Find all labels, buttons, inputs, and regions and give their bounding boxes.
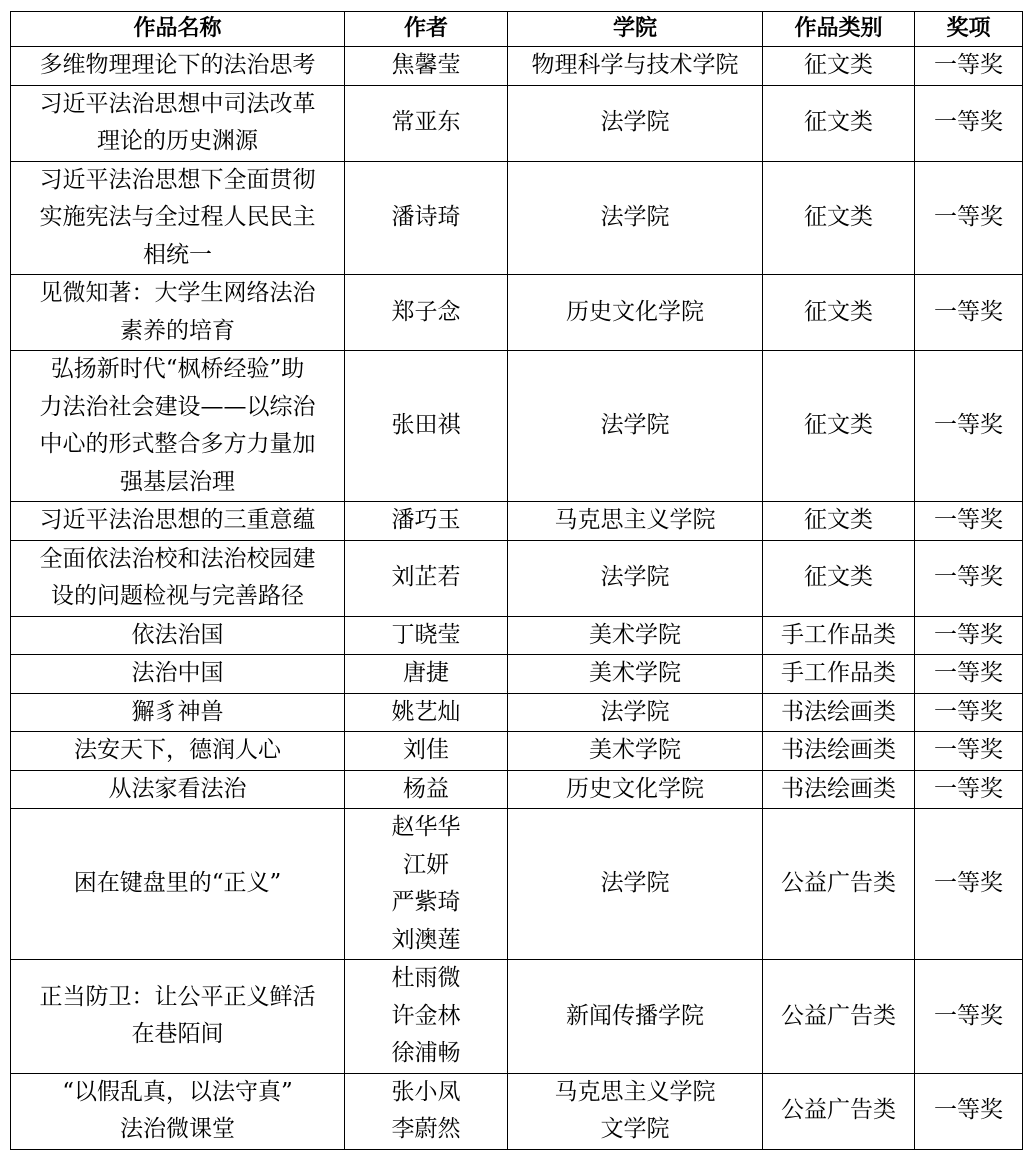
award-cell: 一等奖 bbox=[915, 351, 1023, 502]
work-title-cell bbox=[11, 732, 345, 771]
work-title-cell-line: 全面依法治校和法治校园建 bbox=[39, 545, 316, 572]
college-cell-line: 法学院 bbox=[600, 698, 670, 725]
work-title-cell bbox=[11, 770, 345, 809]
work-title-cell-line: “以假乱真，以法守真” bbox=[62, 1078, 293, 1105]
college-cell-line: 美术学院 bbox=[589, 737, 681, 763]
category-cell: 公益广告类 bbox=[763, 1073, 915, 1149]
author-cell bbox=[345, 1073, 508, 1149]
college-cell bbox=[508, 351, 763, 502]
work-title-cell bbox=[11, 502, 345, 541]
work-title-cell-line: 理论的历史渊源 bbox=[97, 128, 258, 154]
author-cell-line: 赵华华 bbox=[391, 814, 461, 840]
work-title-cell-line: 弘扬新时代“枫桥经验”助 bbox=[50, 356, 305, 382]
college-cell-line: 法学院 bbox=[600, 109, 670, 136]
college-cell bbox=[508, 960, 763, 1074]
author-cell-line: 李蔚然 bbox=[391, 1116, 461, 1142]
author-cell bbox=[345, 502, 508, 541]
author-cell-line: 姚艺灿 bbox=[391, 698, 461, 725]
header-college: 学院 bbox=[508, 12, 763, 47]
header-award: 奖项 bbox=[915, 12, 1023, 47]
college-cell-line: 法学院 bbox=[600, 412, 670, 439]
table-row bbox=[11, 693, 1023, 732]
author-cell bbox=[345, 351, 508, 502]
work-title-cell bbox=[11, 161, 345, 275]
author-cell bbox=[345, 275, 508, 351]
work-title-cell bbox=[11, 693, 345, 732]
table-row bbox=[11, 1073, 1023, 1149]
author-cell-line: 徐浦畅 bbox=[391, 1040, 461, 1066]
category-cell: 手工作品类 bbox=[763, 655, 915, 694]
table-row bbox=[11, 85, 1023, 161]
table-body bbox=[11, 47, 1023, 1150]
table-row bbox=[11, 960, 1023, 1074]
work-title-cell-line: 素养的培育 bbox=[120, 317, 235, 344]
college-cell-line: 法学院 bbox=[600, 564, 670, 591]
college-cell-line: 美术学院 bbox=[589, 621, 681, 648]
author-cell bbox=[345, 770, 508, 809]
table-row bbox=[11, 275, 1023, 351]
author-cell-line: 严紫琦 bbox=[391, 889, 461, 915]
category-cell: 征文类 bbox=[763, 502, 915, 541]
author-cell-line: 潘诗琦 bbox=[391, 204, 461, 230]
author-cell-line: 郑子念 bbox=[391, 298, 461, 325]
award-cell: 一等奖 bbox=[915, 1073, 1023, 1149]
college-cell bbox=[508, 47, 763, 86]
category-cell: 手工作品类 bbox=[763, 616, 915, 655]
award-cell: 一等奖 bbox=[915, 85, 1023, 161]
header-row bbox=[11, 12, 1023, 47]
table-header bbox=[11, 12, 1023, 47]
author-cell bbox=[345, 616, 508, 655]
work-title-cell-line: 多维物理理论下的法治思考 bbox=[39, 52, 316, 78]
college-cell bbox=[508, 809, 763, 960]
work-title-cell bbox=[11, 960, 345, 1074]
award-cell: 一等奖 bbox=[915, 275, 1023, 351]
work-title-cell-line: 力法治社会建设——以综治 bbox=[39, 393, 316, 420]
header-author: 作者 bbox=[345, 12, 508, 47]
category-cell: 征文类 bbox=[763, 275, 915, 351]
award-cell: 一等奖 bbox=[915, 540, 1023, 616]
work-title-cell-line: 正当防卫：让公平正义鲜活 bbox=[39, 983, 316, 1010]
table-row bbox=[11, 540, 1023, 616]
category-cell: 书法绘画类 bbox=[763, 770, 915, 809]
table-row bbox=[11, 770, 1023, 809]
author-cell bbox=[345, 809, 508, 960]
college-cell bbox=[508, 1073, 763, 1149]
author-cell bbox=[345, 161, 508, 275]
award-cell: 一等奖 bbox=[915, 502, 1023, 541]
category-cell: 征文类 bbox=[763, 85, 915, 161]
category-cell: 征文类 bbox=[763, 351, 915, 502]
college-cell bbox=[508, 540, 763, 616]
author-cell-line: 杜雨微 bbox=[391, 965, 461, 991]
award-table bbox=[10, 11, 1023, 1150]
author-cell-line: 张田祺 bbox=[391, 412, 461, 439]
award-cell: 一等奖 bbox=[915, 770, 1023, 809]
table-row bbox=[11, 502, 1023, 541]
work-title-cell bbox=[11, 616, 345, 655]
work-title-cell bbox=[11, 351, 345, 502]
award-cell: 一等奖 bbox=[915, 655, 1023, 694]
category-cell: 征文类 bbox=[763, 161, 915, 275]
college-cell-line: 新闻传播学院 bbox=[566, 1002, 704, 1029]
author-cell bbox=[345, 732, 508, 771]
work-title-cell-line: 见微知著：大学生网络法治 bbox=[39, 280, 316, 306]
award-cell: 一等奖 bbox=[915, 732, 1023, 771]
work-title-cell bbox=[11, 85, 345, 161]
table-row bbox=[11, 655, 1023, 694]
work-title-cell-line: 实施宪法与全过程人民民主 bbox=[39, 204, 316, 230]
author-cell-line: 刘佳 bbox=[403, 737, 449, 763]
college-cell-line: 历史文化学院 bbox=[566, 775, 704, 802]
author-cell bbox=[345, 47, 508, 86]
category-cell: 书法绘画类 bbox=[763, 732, 915, 771]
award-cell: 一等奖 bbox=[915, 960, 1023, 1074]
work-title-cell-line: 法治中国 bbox=[131, 660, 224, 686]
table-row bbox=[11, 47, 1023, 86]
category-cell: 公益广告类 bbox=[763, 809, 915, 960]
work-title-cell-line: 相统一 bbox=[143, 241, 212, 268]
work-title-cell-line: 在巷陌间 bbox=[131, 1021, 224, 1048]
table-row bbox=[11, 161, 1023, 275]
work-title-cell bbox=[11, 47, 345, 86]
header-category: 作品类别 bbox=[763, 12, 915, 47]
category-cell: 征文类 bbox=[763, 540, 915, 616]
author-cell-line: 潘巧玉 bbox=[391, 507, 461, 533]
category-cell: 公益广告类 bbox=[763, 960, 915, 1074]
college-cell-line: 法学院 bbox=[600, 870, 670, 897]
work-title-cell-line: 习近平法治思想的三重意蕴 bbox=[39, 507, 316, 533]
work-title-cell bbox=[11, 1073, 345, 1149]
author-cell-line: 唐捷 bbox=[403, 660, 449, 686]
author-cell bbox=[345, 960, 508, 1074]
author-cell-line: 杨益 bbox=[403, 775, 449, 802]
work-title-cell-line: 困在键盘里的“正义” bbox=[73, 870, 282, 897]
award-cell: 一等奖 bbox=[915, 161, 1023, 275]
table-row bbox=[11, 616, 1023, 655]
table-row bbox=[11, 732, 1023, 771]
college-cell bbox=[508, 732, 763, 771]
category-cell: 书法绘画类 bbox=[763, 693, 915, 732]
author-cell bbox=[345, 655, 508, 694]
college-cell bbox=[508, 85, 763, 161]
college-cell bbox=[508, 616, 763, 655]
header-title: 作品名称 bbox=[11, 12, 345, 47]
work-title-cell-line: 设的问题检视与完善路径 bbox=[51, 583, 304, 609]
author-cell-line: 许金林 bbox=[391, 1002, 461, 1029]
work-title-cell-line: 习近平法治思想中司法改革 bbox=[39, 90, 316, 117]
college-cell-line: 物理科学与技术学院 bbox=[531, 52, 739, 78]
author-cell-line: 刘芷若 bbox=[391, 564, 461, 591]
category-cell: 征文类 bbox=[763, 47, 915, 86]
award-cell: 一等奖 bbox=[915, 47, 1023, 86]
table-row bbox=[11, 809, 1023, 960]
college-cell bbox=[508, 655, 763, 694]
author-cell-line: 焦馨莹 bbox=[391, 52, 461, 78]
author-cell-line: 张小凤 bbox=[391, 1078, 461, 1105]
author-cell-line: 江妍 bbox=[403, 851, 449, 878]
college-cell-line: 文学院 bbox=[600, 1116, 670, 1142]
college-cell-line: 历史文化学院 bbox=[566, 298, 704, 325]
author-cell bbox=[345, 540, 508, 616]
award-cell: 一等奖 bbox=[915, 809, 1023, 960]
college-cell bbox=[508, 275, 763, 351]
college-cell bbox=[508, 502, 763, 541]
author-cell-line: 丁晓莹 bbox=[391, 621, 461, 648]
work-title-cell-line: 法安天下，德润人心 bbox=[74, 737, 281, 763]
work-title-cell bbox=[11, 275, 345, 351]
work-title-cell-line: 习近平法治思想下全面贯彻 bbox=[39, 166, 316, 193]
work-title-cell-line: 从法家看法治 bbox=[108, 775, 247, 802]
work-title-cell-line: 强基层治理 bbox=[120, 468, 235, 495]
college-cell-line: 美术学院 bbox=[589, 660, 681, 686]
college-cell bbox=[508, 161, 763, 275]
work-title-cell-line: 法治微课堂 bbox=[120, 1116, 235, 1142]
work-title-cell bbox=[11, 540, 345, 616]
work-title-cell bbox=[11, 655, 345, 694]
college-cell-line: 马克思主义学院 bbox=[554, 507, 716, 533]
work-title-cell-line: 依法治国 bbox=[131, 621, 224, 648]
table-row bbox=[11, 351, 1023, 502]
author-cell-line: 常亚东 bbox=[391, 109, 461, 136]
work-title-cell-line: 獬豸神兽 bbox=[131, 698, 224, 725]
author-cell bbox=[345, 693, 508, 732]
author-cell bbox=[345, 85, 508, 161]
college-cell-line: 法学院 bbox=[600, 204, 670, 230]
award-cell: 一等奖 bbox=[915, 616, 1023, 655]
college-cell bbox=[508, 770, 763, 809]
award-cell: 一等奖 bbox=[915, 693, 1023, 732]
author-cell-line: 刘澳莲 bbox=[391, 926, 461, 953]
work-title-cell bbox=[11, 809, 345, 960]
work-title-cell-line: 中心的形式整合多方力量加 bbox=[39, 431, 316, 457]
college-cell-line: 马克思主义学院 bbox=[554, 1078, 716, 1105]
college-cell bbox=[508, 693, 763, 732]
